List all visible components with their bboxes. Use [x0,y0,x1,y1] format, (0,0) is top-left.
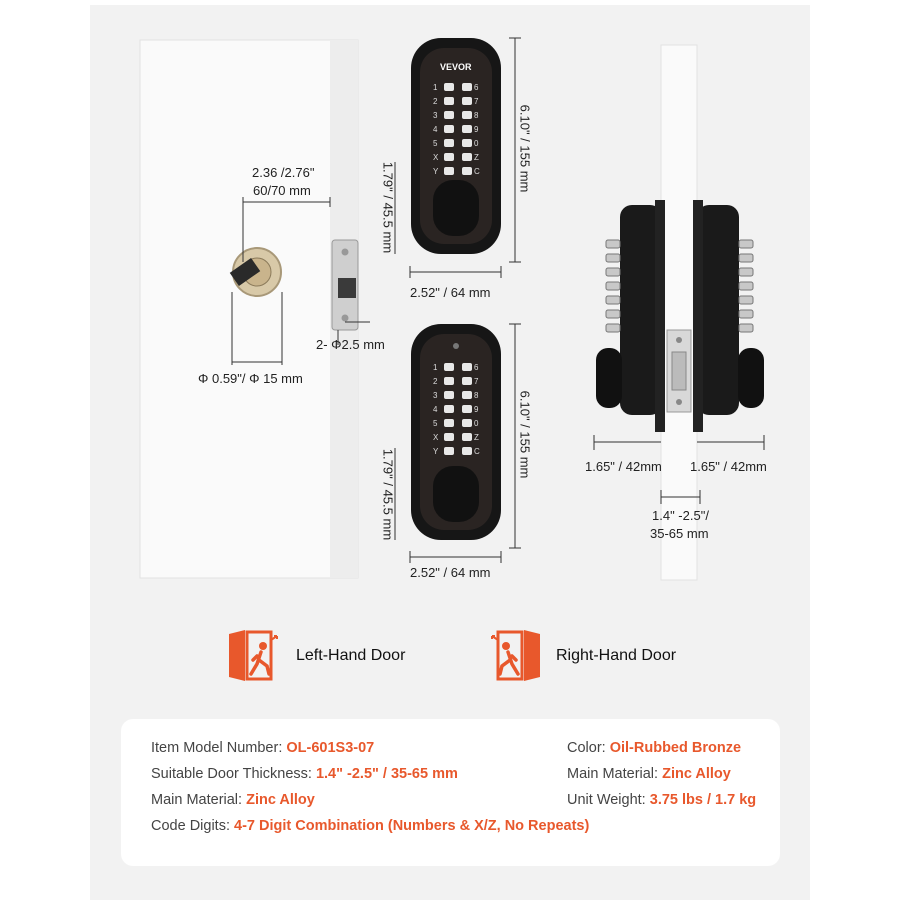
key-label: 3 [433,390,438,400]
keypad-keys-bottom [433,360,481,458]
thickness-mm-label: 35-65 mm [650,526,709,541]
key-button [462,363,472,371]
key-label: Y [433,166,439,176]
spec-weight: Unit Weight: 3.75 lbs / 1.7 kg [567,792,757,808]
key-button [444,125,454,133]
key-label: 1 [433,362,438,372]
backset-mm-label: 60/70 mm [253,183,311,198]
keypad-row [433,402,481,416]
key-button [444,377,454,385]
keypad-row [433,444,481,458]
key-button [444,167,454,175]
key-button [462,111,472,119]
spec-material: Main Material: Zinc Alloy [151,792,315,808]
key-label: 7 [474,96,479,106]
key-label: 9 [474,404,479,414]
width-bottom-label: 2.52" / 64 mm [410,565,491,580]
key-label: 5 [433,418,438,428]
depth-right-label: 1.65" / 42mm [690,459,767,474]
spec-thickness: Suitable Door Thickness: 1.4" -2.5" / 35-65 mm [151,766,458,782]
keypad-row [433,360,481,374]
keypad-row [433,94,481,108]
key-button [444,83,454,91]
thickness-label: 1.4" -2.5"/ [652,508,709,523]
key-button [462,83,472,91]
key-button [444,419,454,427]
key-label: 0 [474,138,479,148]
key-button [462,391,472,399]
key-button [444,433,454,441]
key-button [462,405,472,413]
keypad-row [433,416,481,430]
left-hand-door [227,628,405,683]
key-button [462,139,472,147]
key-button [462,125,472,133]
brand-logo: VEVOR [440,62,472,72]
key-label: 4 [433,404,438,414]
key-button [444,363,454,371]
key-label: Y [433,446,439,456]
key-button [444,153,454,161]
spec-digits: Code Digits: 4-7 Digit Combination (Numbers & X/Z, No Repeats) [151,818,590,834]
key-label: C [474,166,480,176]
key-button [462,419,472,427]
keypad-row [433,150,481,164]
key-label: 2 [433,376,438,386]
key-label: 2 [433,96,438,106]
right-hand-door-icon [487,628,542,683]
backset-label: 2.36 /2.76" [252,165,315,180]
spec-model: Item Model Number: OL-601S3-07 [151,740,375,756]
spec-material-2: Main Material: Zinc Alloy [567,766,731,782]
key-button [444,391,454,399]
key-label: 5 [433,138,438,148]
height-bottom-label: 6.10" / 155 mm [517,390,533,479]
key-label: 6 [474,362,479,372]
knob-bottom-label: 1.79" / 45.5 mm [380,448,396,541]
keypad-row [433,388,481,402]
left-hand-door-icon [227,628,282,683]
key-button [462,97,472,105]
key-label: 4 [433,124,438,134]
keypad-row [433,108,481,122]
key-label: Z [474,152,479,162]
screw-label: 2- Φ2.5 mm [316,337,385,352]
key-label: 0 [474,418,479,428]
right-hand-door-label: Right-Hand Door [556,646,677,664]
lock-side-view [594,45,764,580]
key-button [444,447,454,455]
key-label: 8 [474,110,479,120]
key-label: 7 [474,376,479,386]
keypad-row [433,80,481,94]
key-label: X [433,152,439,162]
key-label: 6 [474,82,479,92]
keypad-row [433,122,481,136]
key-button [462,447,472,455]
key-label: 3 [433,110,438,120]
depth-left-label: 1.65" / 42mm [585,459,662,474]
key-button [462,153,472,161]
key-button [462,167,472,175]
key-button [462,433,472,441]
keypad-keys-top [433,80,481,178]
left-hand-door-label: Left-Hand Door [296,646,406,664]
key-button [444,405,454,413]
keypad-row [433,430,481,444]
key-button [462,377,472,385]
right-hand-door [487,628,676,683]
key-button [444,111,454,119]
key-label: X [433,432,439,442]
key-button [444,97,454,105]
key-label: Z [474,432,479,442]
hole-label: Φ 0.59"/ Φ 15 mm [198,371,303,386]
key-label: 1 [433,82,438,92]
keypad-row [433,164,481,178]
key-label: C [474,446,480,456]
key-button [444,139,454,147]
spec-color: Color: Oil-Rubbed Bronze [567,740,742,756]
key-label: 8 [474,390,479,400]
keypad-row [433,136,481,150]
door-front-view [140,40,370,578]
width-top-label: 2.52" / 64 mm [410,285,491,300]
key-label: 9 [474,124,479,134]
height-top-label: 6.10" / 155 mm [517,104,533,193]
keypad-row [433,374,481,388]
knob-top-label: 1.79" / 45.5 mm [380,161,396,254]
